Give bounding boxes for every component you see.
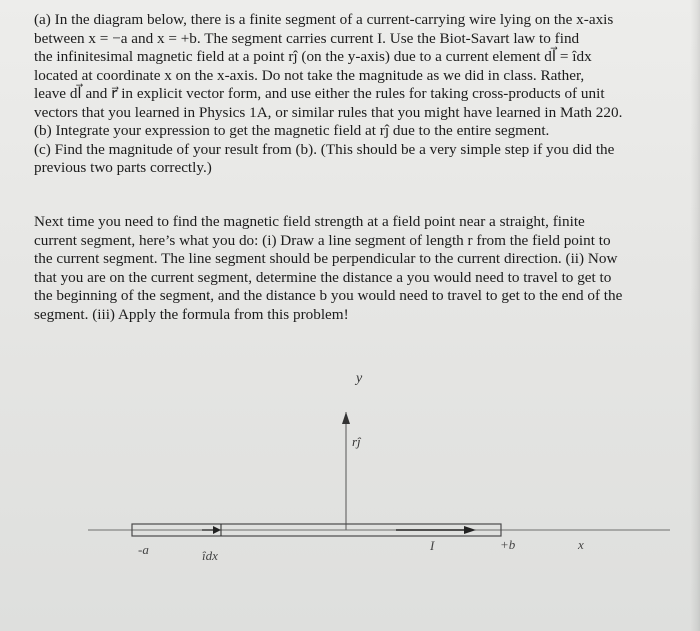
page-edge-shadow <box>690 0 700 631</box>
y-axis-arrowhead <box>342 412 350 424</box>
current-direction-arrowhead <box>464 526 476 534</box>
text-line: the current segment. The line segment should be perpendicular to the current direction. (ii) Now <box>34 250 618 267</box>
text-line: vectors that you learned in Physics 1A, or similar rules that you might have learned in Math 220. <box>34 103 623 121</box>
wire-segment-diagram <box>0 350 700 630</box>
next-time-instructions <box>34 213 666 324</box>
text-line: previous two parts correctly.) <box>34 159 212 176</box>
text-line: between x = −a and x = +b. The segment carries current I. Use the Biot-Savart law to find <box>34 29 580 47</box>
text-line: (b) Integrate your expression to get the magnetic field at rĵ due to the entire segment. <box>34 122 550 139</box>
problem-part-a-text <box>34 11 666 178</box>
field-point-label: rĵ <box>352 434 361 449</box>
element-label: îdx <box>202 548 218 563</box>
current-label: I <box>430 538 435 553</box>
text-line: current segment, here’s what you do: (i) Draw a line segment of length r from the field point to <box>34 231 611 249</box>
y-axis-label: y <box>356 371 363 386</box>
text-line: (a) In the diagram below, there is a finite segment of a current-carrying wire lying on the x-axis <box>34 11 614 28</box>
current-element-arrowhead <box>213 526 221 534</box>
text-line: located at coordinate x on the x-axis. Do not take the magnitude as we did in class. Rather, <box>34 66 585 84</box>
text-line: the infinitesimal magnetic field at a point rĵ (on the y-axis) due to a current element dl⃗ = îdx <box>34 48 592 65</box>
text-line: the beginning of the segment, and the distance b you would need to travel to get to the end of the <box>34 287 623 304</box>
text-line: (c) Find the magnitude of your result from (b). (This should be a very simple step if you did the <box>34 140 615 158</box>
text-line: segment. (iii) Apply the formula from this problem! <box>34 305 349 323</box>
x-axis-label: x <box>578 537 584 552</box>
left-end-label: -a <box>138 542 149 557</box>
text-line: that you are on the current segment, determine the distance a you would need to travel to get to <box>34 268 612 286</box>
text-line: leave dl⃗ and r⃗ in explicit vector form, and use either the rules for taking cross-products of unit <box>34 85 605 102</box>
right-end-label: +b <box>500 537 516 552</box>
text-line: Next time you need to find the magnetic field strength at a field point near a straight, finite <box>34 213 585 230</box>
